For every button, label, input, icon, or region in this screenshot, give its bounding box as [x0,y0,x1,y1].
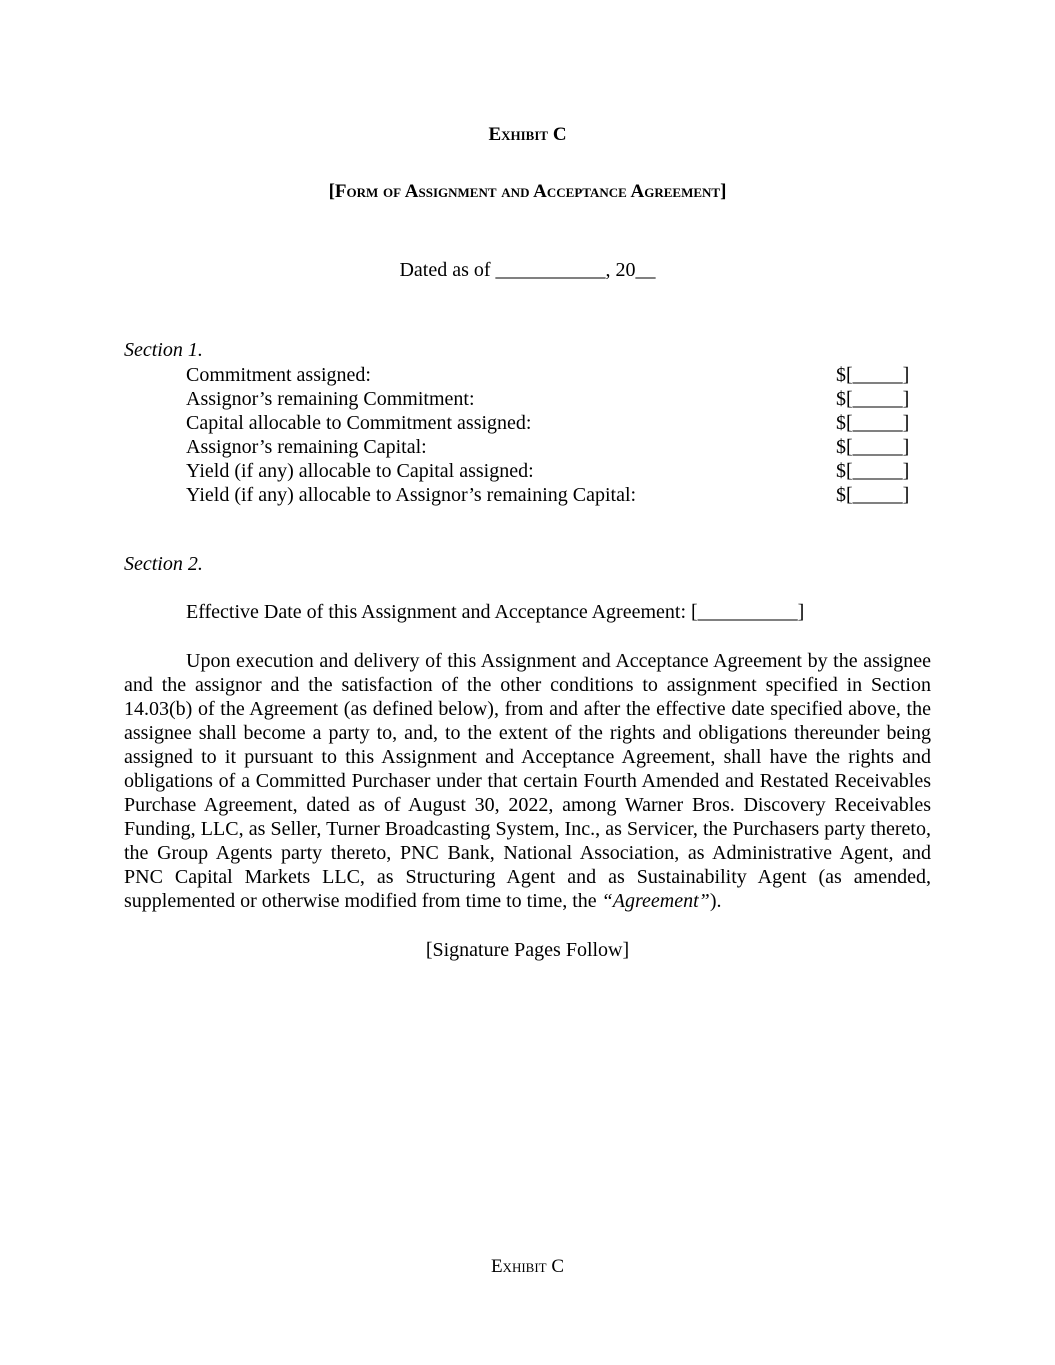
page-footer: Exhibit C [490,1256,565,1277]
item-amount: $[_____] [836,364,910,386]
section-2-heading: Section 2. [124,553,203,575]
paragraph-end: ). [709,890,722,912]
capital-allocable-row [0,411,1055,435]
dated-line: Dated as of ___________, 20__ [399,259,656,281]
item-label: Commitment assigned: [186,364,371,386]
paragraph-text: Upon execution and delivery of this Assignment and Acceptance Agreement by the assignee and the assignor and the satisfaction of the other conditions to assignment specified in Section 14.03(b) of the Agreement (as defined below), from and after the effective date specified above, the assignee shall become a party to, and, to the extent of the rights and obligations thereunder being assigned to it pursuant to this Assignment and Acceptance Agreement, shall have the rights and obligations of a Committed Purchaser under that certain Fourth Amended and Restated Receivables Purchase Agreement, dated as of August 30, 2022, among Warner Bros. Discovery Receivables Funding, LLC, as Seller, Turner Broadcasting System, Inc., as Servicer, the Purchasers party thereto, the Group Agents party thereto, PNC Bank, National Association, as Administrative Agent, and PNC Capital Markets LLC, as Structuring Agent and as Sustainability Agent (as amended, supplemented or otherwise modified from time to time, the [124,650,931,912]
signature-pages-note: [Signature Pages Follow] [425,939,630,961]
item-amount: $[_____] [836,436,910,458]
item-amount: $[_____] [836,388,910,410]
item-amount: $[_____] [836,484,910,506]
item-label: Assignor’s remaining Capital: [186,436,427,458]
agreement-term: “Agreement” [601,890,710,912]
item-label: Yield (if any) allocable to Assignor’s remaining Capital: [186,484,637,506]
remaining-capital-row [0,435,1055,459]
remaining-commitment-row [0,387,1055,411]
section-1-heading: Section 1. [124,339,203,361]
item-amount: $[_____] [836,412,910,434]
exhibit-title: Exhibit C [488,124,567,145]
item-label: Capital allocable to Commitment assigned: [186,412,532,434]
effective-date-line: Effective Date of this Assignment and Acceptance Agreement: [__________] [186,601,805,623]
item-amount: $[_____] [836,460,910,482]
commitment-assigned-row [0,363,1055,387]
form-subtitle: [Form of Assignment and Acceptance Agreement] [328,181,727,202]
item-label: Assignor’s remaining Commitment: [186,388,475,410]
assignment-paragraph [124,649,931,913]
yield-assigned-row [0,459,1055,483]
yield-remaining-row [0,483,1055,507]
item-label: Yield (if any) allocable to Capital assigned: [186,460,534,482]
section-1-items [0,363,1055,507]
